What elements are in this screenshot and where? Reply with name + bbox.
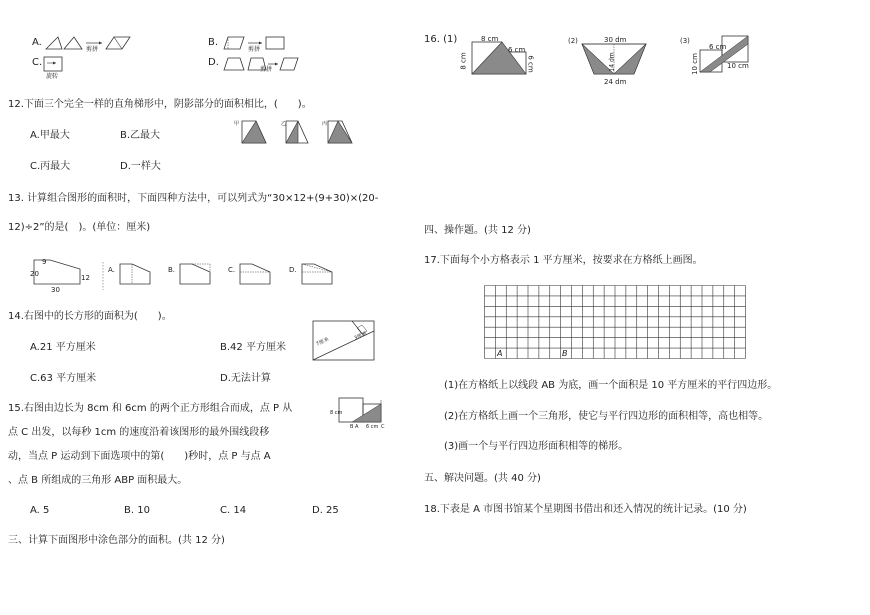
- q13-option-a-letter[interactable]: A.: [108, 266, 115, 274]
- q18-text: 18.下表是 A 市图书馆某个星期图书借出和还入情况的统计记录。(10 分): [424, 504, 747, 515]
- q11-option-c-letter: C.: [32, 57, 43, 68]
- q17-text: 17.下面每个小方格表示 1 平方厘米，按要求在方格纸上画图。: [424, 255, 703, 266]
- q15-fig-label-b: B: [350, 424, 354, 430]
- q14-fig-label-2: 3厘米: [353, 330, 368, 342]
- q17-grid-lines[interactable]: [484, 285, 746, 359]
- section4-heading: 四、操作题。(共 12 分): [424, 225, 531, 236]
- q16-fig3-top: 6 cm: [709, 43, 727, 51]
- q14-option-d[interactable]: D.无法计算: [220, 373, 271, 384]
- q12-text: 12.下面三个完全一样的直角梯形中，阴影部分的面积相比，( )。: [8, 99, 312, 110]
- q16-label: 16. (1): [424, 34, 458, 45]
- q13-dim-right: 12: [81, 274, 90, 282]
- q15-option-d[interactable]: D. 25: [312, 505, 339, 516]
- q16-fig1-top: 8 cm: [481, 35, 499, 43]
- q15-fig-label-c: C: [381, 424, 385, 430]
- q12-option-d[interactable]: D.一样大: [120, 161, 161, 172]
- q15-line3: 动，当点 P 运动到下面选项中的第( )秒时，点 P 与点 A: [8, 451, 271, 462]
- q11-option-d-letter: D.: [208, 57, 219, 68]
- q12-option-a[interactable]: A.甲最大: [30, 130, 70, 141]
- q16-fig1-mid: 6 cm: [508, 46, 526, 54]
- q12-figure-bing: [326, 118, 356, 146]
- q17-point-b: B: [562, 349, 568, 358]
- q12-option-b[interactable]: B.乙最大: [120, 130, 161, 141]
- q13-option-d-figure[interactable]: [300, 262, 336, 286]
- q12-label-yi: 乙: [281, 121, 287, 127]
- q14-text: 14.右图中的长方形的面积为( )。: [8, 311, 172, 322]
- q13-option-c-letter[interactable]: C.: [228, 266, 236, 274]
- q13-option-b-letter[interactable]: B.: [168, 266, 176, 274]
- q15-line4: 、点 B 所组成的三角形 ABP 面积最大。: [8, 475, 188, 486]
- q16-fig1-left: 8 cm: [459, 52, 468, 70]
- q16-fig2-top: 30 dm: [604, 36, 627, 44]
- q14-option-c[interactable]: C.63 平方厘米: [30, 373, 97, 384]
- q11-option-a-letter: A.: [32, 37, 42, 48]
- q15-option-b[interactable]: B. 10: [124, 505, 150, 516]
- section3-heading: 三、计算下面图形中涂色部分的面积。(共 12 分): [8, 535, 225, 546]
- q17-task-3: (3)画一个与平行四边形面积相等的梯形。: [444, 441, 629, 452]
- q12-figure-yi: [284, 118, 314, 146]
- q13-dim-left: 20: [30, 270, 39, 278]
- q16-fig3-label: (3): [680, 37, 690, 45]
- q14-fig-label-1: 7厘米: [315, 336, 330, 348]
- q16-fig1-right: 6 cm: [526, 55, 535, 73]
- q13-dim-bottom: 30: [51, 286, 60, 294]
- q15-option-c[interactable]: C. 14: [220, 505, 247, 516]
- q15-line2: 点 C 出发，以每秒 1cm 的速度沿着该图形的最外围线段移: [8, 427, 270, 438]
- q13-option-d-letter[interactable]: D.: [289, 266, 297, 274]
- q12-label-jia: 甲: [234, 121, 240, 127]
- q17-grid[interactable]: [484, 285, 746, 359]
- q13-line1: 13. 计算组合图形的面积时，下面四种方法中，可以列式为“30×12+(9+30)×(20-: [8, 193, 379, 204]
- q11-option-a-arrow-text: 剪拼: [86, 46, 99, 53]
- q15-fig-label-small: 6 cm: [366, 424, 379, 430]
- q15-fig-label-big: 8 cm: [330, 410, 343, 416]
- q13-option-a-figure[interactable]: [118, 262, 154, 286]
- q13-divider: [100, 262, 106, 290]
- q16-fig2-height: 14 dm: [608, 52, 616, 72]
- q14-option-a[interactable]: A.21 平方厘米: [30, 342, 96, 353]
- q14-option-b[interactable]: B.42 平方厘米: [220, 342, 286, 353]
- q13-option-b-figure[interactable]: [178, 262, 214, 286]
- q16-fig3-right: 10 cm: [727, 62, 749, 70]
- q16-fig2-bottom: 24 dm: [604, 78, 627, 86]
- q13-dim-top: 9: [42, 258, 47, 266]
- q12-figure-jia: [240, 118, 270, 146]
- q17-point-a: A: [497, 349, 503, 358]
- q13-line2: 12)÷2”的是( )。(单位：厘米): [8, 222, 151, 233]
- q13-option-c-figure[interactable]: [238, 262, 274, 286]
- q11-option-b-letter: B.: [208, 37, 219, 48]
- q11-option-d-arrow-text: 剪拼: [260, 66, 273, 73]
- q12-label-bing: 丙: [322, 121, 328, 127]
- q11-option-b-arrow-text: 剪拼: [248, 46, 261, 53]
- q16-fig3-left: 10 cm: [690, 53, 699, 75]
- q12-option-c[interactable]: C.丙最大: [30, 161, 71, 172]
- q15-line1: 15.右图由边长为 8cm 和 6cm 的两个正方形组合而成，点 P 从: [8, 403, 293, 414]
- q15-fig-label-a: A: [355, 424, 359, 430]
- q17-task-2: (2)在方格纸上画一个三角形，使它与平行四边形的面积相等，高也相等。: [444, 411, 769, 422]
- q15-option-a[interactable]: A. 5: [30, 505, 50, 516]
- q11-option-c-arrow-text: 旋转: [46, 73, 59, 80]
- q16-fig2-label: (2): [568, 37, 578, 45]
- q17-task-1: (1)在方格纸上以线段 AB 为底，画一个面积是 10 平方厘米的平行四边形。: [444, 380, 778, 391]
- section5-heading: 五、解决问题。(共 40 分): [424, 473, 541, 484]
